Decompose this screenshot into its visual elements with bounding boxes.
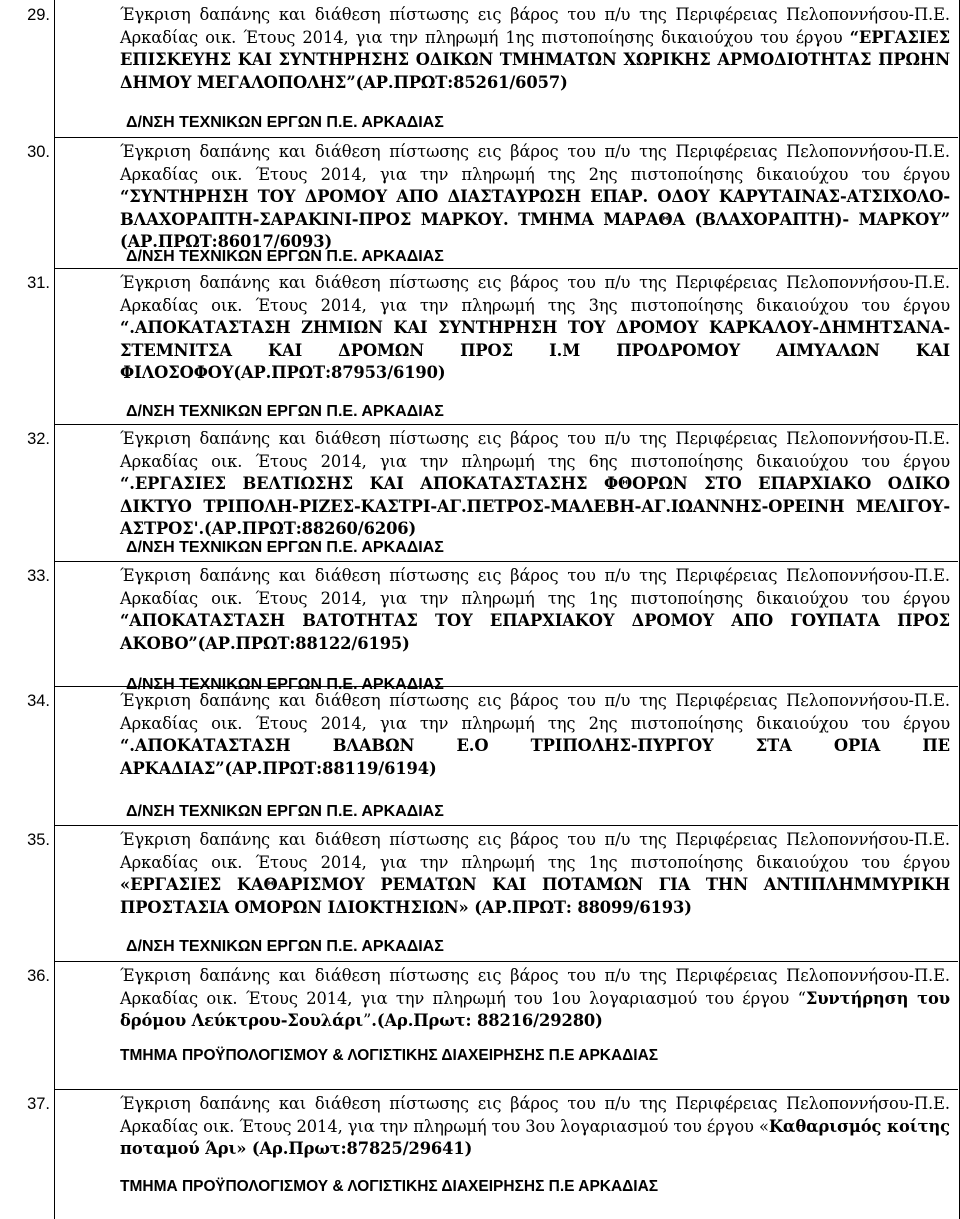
item-text <box>120 272 950 385</box>
item-number: 30. <box>27 143 50 161</box>
item-title: “.ΑΠΟΚΑΤΑΣΤΑΣΗ ΒΛΑΒΩΝ Ε.Ο ΤΡΙΠΟΛΗΣ-ΠΥΡΓΟΥ ΣΤΑ ΟΡΙΑ ΠΕ ΑΡΚΑΔΙΑΣ”(ΑΡ.ΠΡΩΤ:88119/6194) <box>120 736 950 778</box>
item-department: Δ/ΝΣΗ ΤΕΧΝΙΚΩΝ ΕΡΓΩΝ Π.Ε. ΑΡΚΑΔΙΑΣ <box>126 676 444 693</box>
table-row <box>27 137 958 268</box>
item-number: 32. <box>27 430 50 448</box>
item-title: Συντήρηση του δρόμου Λεύκτρου-Σουλάρι <box>120 988 950 1031</box>
table-row <box>27 961 958 1091</box>
item-lead: Έγκριση δαπάνης και διάθεση πίστωσης εις βάρος του π/υ της Περιφέρειας Πελοποννήσου-Π.Ε. Αρκαδίας οικ. Έτους 2014, για την πληρωμή της 2ης πιστοποίησης δικαιούχου του έργου <box>120 691 950 733</box>
item-text <box>120 565 950 655</box>
table-row <box>27 0 958 145</box>
item-number: 35. <box>27 831 50 849</box>
item-number: 36. <box>27 967 50 985</box>
item-number: 29. <box>27 6 50 24</box>
item-text <box>120 141 950 254</box>
table-row <box>27 825 958 961</box>
item-department: Δ/ΝΣΗ ΤΕΧΝΙΚΩΝ ΕΡΓΩΝ Π.Ε. ΑΡΚΑΔΙΑΣ <box>126 248 444 265</box>
item-text <box>120 4 950 94</box>
item-lead: Έγκριση δαπάνης και διάθεση πίστωσης εις βάρος του π/υ της Περιφέρειας Πελοποννήσου-Π.Ε. Αρκαδίας οικ. Έτους 2014, για την πληρωμή του 3ου λογαριασμού του έργου « <box>120 1094 950 1136</box>
item-department: Δ/ΝΣΗ ΤΕΧΝΙΚΩΝ ΕΡΓΩΝ Π.Ε. ΑΡΚΑΔΙΑΣ <box>126 403 444 420</box>
item-title: “.ΑΠΟΚΑΤΑΣΤΑΣΗ ΖΗΜΙΩΝ ΚΑΙ ΣΥΝΤΗΡΗΣΗ ΤΟΥ ΔΡΟΜΟΥ ΚΑΡΚΑΛΟΥ-ΔΗΜΗΤΣΑΝΑ-ΣΤΕΜΝΙΤΣΑ ΚΑΙ ΔΡΟΜΩΝ ΠΡΟΣ Ι.Μ ΠΡΟΔΡΟΜΟΥ ΑΙΜΥΑΛΩΝ ΚΑΙ ΦΙΛΟΣΟΦΟΥ(ΑΡ.ΠΡΩΤ:87953/6190) <box>120 318 950 383</box>
item-title: “.ΕΡΓΑΣΙΕΣ ΒΕΛΤΙΩΣΗΣ ΚΑΙ ΑΠΟΚΑΤΑΣΤΑΣΗΣ ΦΘΟΡΩΝ ΣΤΟ ΕΠΑΡΧΙΑΚΟ ΟΔΙΚΟ ΔΙΚΤΥΟ ΤΡΙΠΟΛΗ-ΡΙΖΕΣ-ΚΑΣΤΡΙ-ΑΓ.ΠΕΤΡΟΣ-ΜΑΛΕΒΗ-ΑΓ.ΙΩΑΝΝΗΣ-ΟΡΕΙΝΗ ΜΕΛΙΓΟΥ-ΑΣΤΡΟΣ'.(ΑΡ.ΠΡΩΤ:88260/6206) <box>120 474 950 539</box>
item-lead: Έγκριση δαπάνης και διάθεση πίστωσης εις βάρος του π/υ της Περιφέρειας Πελοποννήσου-Π.Ε. Αρκαδίας οικ. Έτους 2014, για την πληρωμή του 1ου λογαριασμού του έργου “ <box>120 966 950 1008</box>
item-number: 37. <box>27 1095 50 1113</box>
item-title: “ΕΡΓΑΣΙΕΣ ΕΠΙΣΚΕΥΗΣ ΚΑΙ ΣΥΝΤΗΡΗΣΗΣ ΟΔΙΚΩΝ ΤΜΗΜΑΤΩΝ ΧΩΡΙΚΗΣ ΑΡΜΟΔΙΟΤΗΤΑΣ ΠΡΩΗΝ ΔΗΜΟΥ ΜΕΓΑΛΟΠΟΛΗΣ”(ΑΡ.ΠΡΩΤ:85261/6057) <box>120 27 950 92</box>
item-title: “ΑΠΟΚΑΤΑΣΤΑΣΗ ΒΑΤΟΤΗΤΑΣ ΤΟΥ ΕΠΑΡΧΙΑΚΟΥ ΔΡΟΜΟΥ ΑΠΟ ΓΟΥΠΑΤΑ ΠΡΟΣ ΑΚΟΒΟ”(ΑΡ.ΠΡΩΤ:88122/6195) <box>120 611 950 653</box>
table-row <box>27 268 958 424</box>
item-number: 31. <box>27 274 50 292</box>
item-department: Δ/ΝΣΗ ΤΕΧΝΙΚΩΝ ΕΡΓΩΝ Π.Ε. ΑΡΚΑΔΙΑΣ <box>126 803 444 820</box>
table-row <box>27 561 958 698</box>
item-number: 33. <box>27 567 50 585</box>
item-lead: Έγκριση δαπάνης και διάθεση πίστωσης εις βάρος του π/υ της Περιφέρειας Πελοποννήσου-Π.Ε. Αρκαδίας οικ. Έτους 2014, για την πληρωμή της 6ης πιστοποίησης δικαιούχου του έργου <box>120 429 950 471</box>
item-department: Δ/ΝΣΗ ΤΕΧΝΙΚΩΝ ΕΡΓΩΝ Π.Ε. ΑΡΚΑΔΙΑΣ <box>126 114 444 131</box>
item-text <box>120 829 950 919</box>
item-lead: Έγκριση δαπάνης και διάθεση πίστωσης εις βάρος του π/υ της Περιφέρειας Πελοποννήσου-Π.Ε. Αρκαδίας οικ. Έτους 2014, για την πληρωμή της 2ης πιστοποίησης δικαιούχου του έργου <box>120 142 950 184</box>
table-row <box>27 1089 958 1219</box>
item-lead: Έγκριση δαπάνης και διάθεση πίστωσης εις βάρος του π/υ της Περιφέρειας Πελοποννήσου-Π.Ε. Αρκαδίας οικ. Έτους 2014, για την πληρωμή της 1ης πιστοποίησης δικαιούχου του έργου <box>120 830 950 872</box>
item-title: “ΣΥΝΤΗΡΗΣΗ ΤΟΥ ΔΡΟΜΟΥ ΑΠΟ ΔΙΑΣΤΑΥΡΩΣΗ ΕΠΑΡ. ΟΔΟΥ ΚΑΡΥΤΑΙΝΑΣ-ΑΤΣΙΧΟΛΟ-ΒΛΑΧΟΡΑΠΤΗ-ΣΑΡΑΚΙΝΙ-ΠΡΟΣ ΜΑΡΚΟΥ. ΤΜΗΜΑ ΜΑΡΑΘΑ (ΒΛΑΧΟΡΑΠΤΗ)- ΜΑΡΚΟΥ” (ΑΡ.ΠΡΩΤ:86017/6093) <box>120 187 950 252</box>
item-department: ΤΜΗΜΑ ΠΡΟΫΠΟΛΟΓΙΣΜΟΥ & ΛΟΓΙΣΤΙΚΗΣ ΔΙΑΧΕΙΡΗΣΗΣ Π.Ε ΑΡΚΑΔΙΑΣ <box>120 1047 659 1064</box>
item-number: 34. <box>27 692 50 710</box>
table-row <box>27 686 958 826</box>
item-department: Δ/ΝΣΗ ΤΕΧΝΙΚΩΝ ΕΡΓΩΝ Π.Ε. ΑΡΚΑΔΙΑΣ <box>126 539 444 556</box>
item-text: Έγκριση δαπάνης και διάθεση πίστωσης εις βάρος του π/υ της Περιφέρειας Πελοποννήσου-Π.Ε. Αρκαδίας οικ. Έτους 2014, για την πληρωμή του 1ου λογαριασμού του έργου “Συντήρηση του δρόμου Λεύκτρου-Σουλάρι”.(Αρ.Πρωτ: 88216/29280) <box>120 966 950 1031</box>
item-reference: .(Αρ.Πρωτ: 88216/29280) <box>371 1011 603 1031</box>
item-lead: Έγκριση δαπάνης και διάθεση πίστωσης εις βάρος του π/υ της Περιφέρειας Πελοποννήσου-Π.Ε. Αρκαδίας οικ. Έτους 2014, για την πληρωμή 1ης πιστοποίησης δικαιούχου του έργου <box>120 5 950 47</box>
item-text <box>120 1093 950 1161</box>
item-title: Καθαρισμός κοίτης ποταμού Άρι» (Αρ.Πρωτ:87825/29641) <box>120 1116 950 1159</box>
item-lead: Έγκριση δαπάνης και διάθεση πίστωσης εις βάρος του π/υ της Περιφέρειας Πελοποννήσου-Π.Ε. Αρκαδίας οικ. Έτους 2014, για την πληρωμή της 3ης πιστοποίησης δικαιούχου του έργου <box>120 273 950 315</box>
table-row <box>27 424 958 561</box>
item-department: Δ/ΝΣΗ ΤΕΧΝΙΚΩΝ ΕΡΓΩΝ Π.Ε. ΑΡΚΑΔΙΑΣ <box>126 938 444 955</box>
item-title: «ΕΡΓΑΣΙΕΣ ΚΑΘΑΡΙΣΜΟΥ ΡΕΜΑΤΩΝ ΚΑΙ ΠΟΤΑΜΩΝ ΓΙΑ ΤΗΝ ΑΝΤΙΠΛΗΜΜΥΡΙΚΗ ΠΡΟΣΤΑΣΙΑ ΟΜΟΡΩΝ ΙΔΙΟΚΤΗΣΙΩΝ» (ΑΡ.ΠΡΩΤ: 88099/6193) <box>120 875 950 917</box>
item-department: ΤΜΗΜΑ ΠΡΟΫΠΟΛΟΓΙΣΜΟΥ & ΛΟΓΙΣΤΙΚΗΣ ΔΙΑΧΕΙΡΗΣΗΣ Π.Ε ΑΡΚΑΔΙΑΣ <box>120 1178 659 1195</box>
item-lead: Έγκριση δαπάνης και διάθεση πίστωσης εις βάρος του π/υ της Περιφέρειας Πελοποννήσου-Π.Ε. Αρκαδίας οικ. Έτους 2014, για την πληρωμή της 1ης πιστοποίησης δικαιούχου του έργου <box>120 566 950 608</box>
item-text <box>120 690 950 780</box>
item-text <box>120 428 950 541</box>
